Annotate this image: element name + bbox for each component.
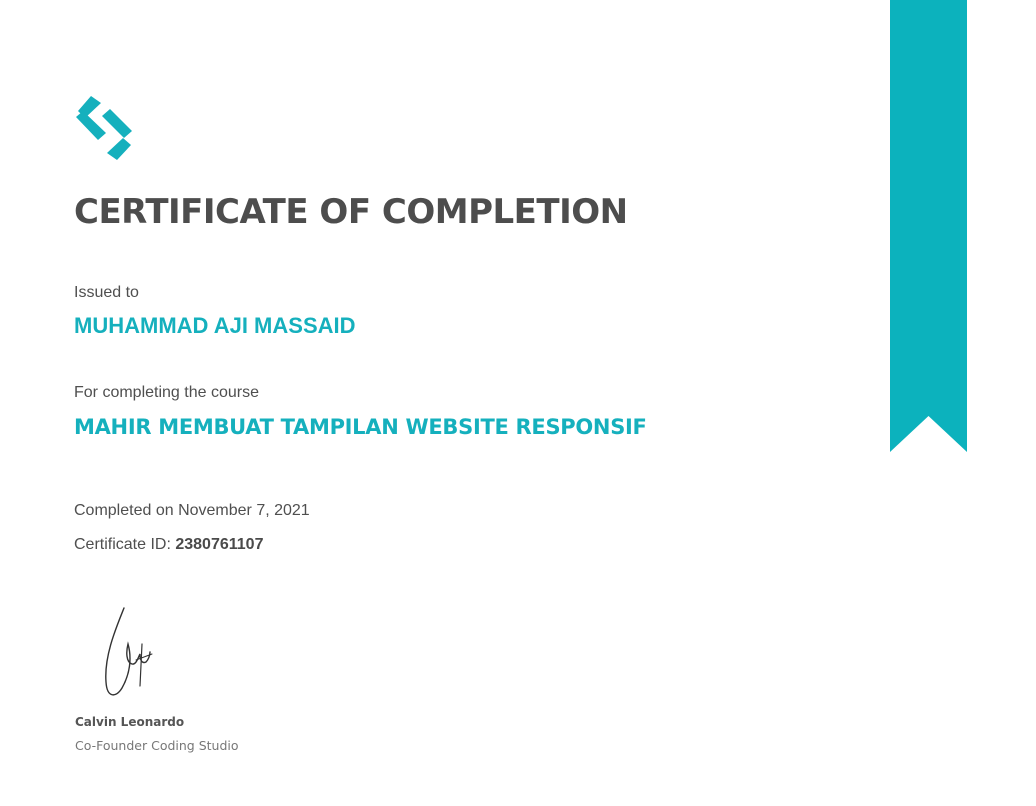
course-name: MAHIR MEMBUAT TAMPILAN WEBSITE RESPONSIF bbox=[74, 415, 647, 439]
coding-studio-logo-icon bbox=[74, 96, 134, 160]
certificate-id bbox=[74, 536, 263, 554]
certificate-id-label: Certificate ID: bbox=[74, 536, 176, 553]
certificate-id-value: 2380761107 bbox=[175, 536, 264, 553]
certificate-title: CERTIFICATE OF COMPLETION bbox=[74, 192, 628, 232]
signer-name: Calvin Leonardo bbox=[75, 715, 185, 729]
completion-date: Completed on November 7, 2021 bbox=[74, 502, 310, 519]
recipient-name: MUHAMMAD AJI MASSAID bbox=[74, 313, 356, 338]
signer-role: Co-Founder Coding Studio bbox=[75, 738, 239, 753]
handwritten-signature bbox=[96, 604, 160, 704]
course-label: For completing the course bbox=[74, 384, 259, 401]
decorative-ribbon bbox=[890, 0, 967, 452]
issued-to-label: Issued to bbox=[74, 284, 139, 301]
